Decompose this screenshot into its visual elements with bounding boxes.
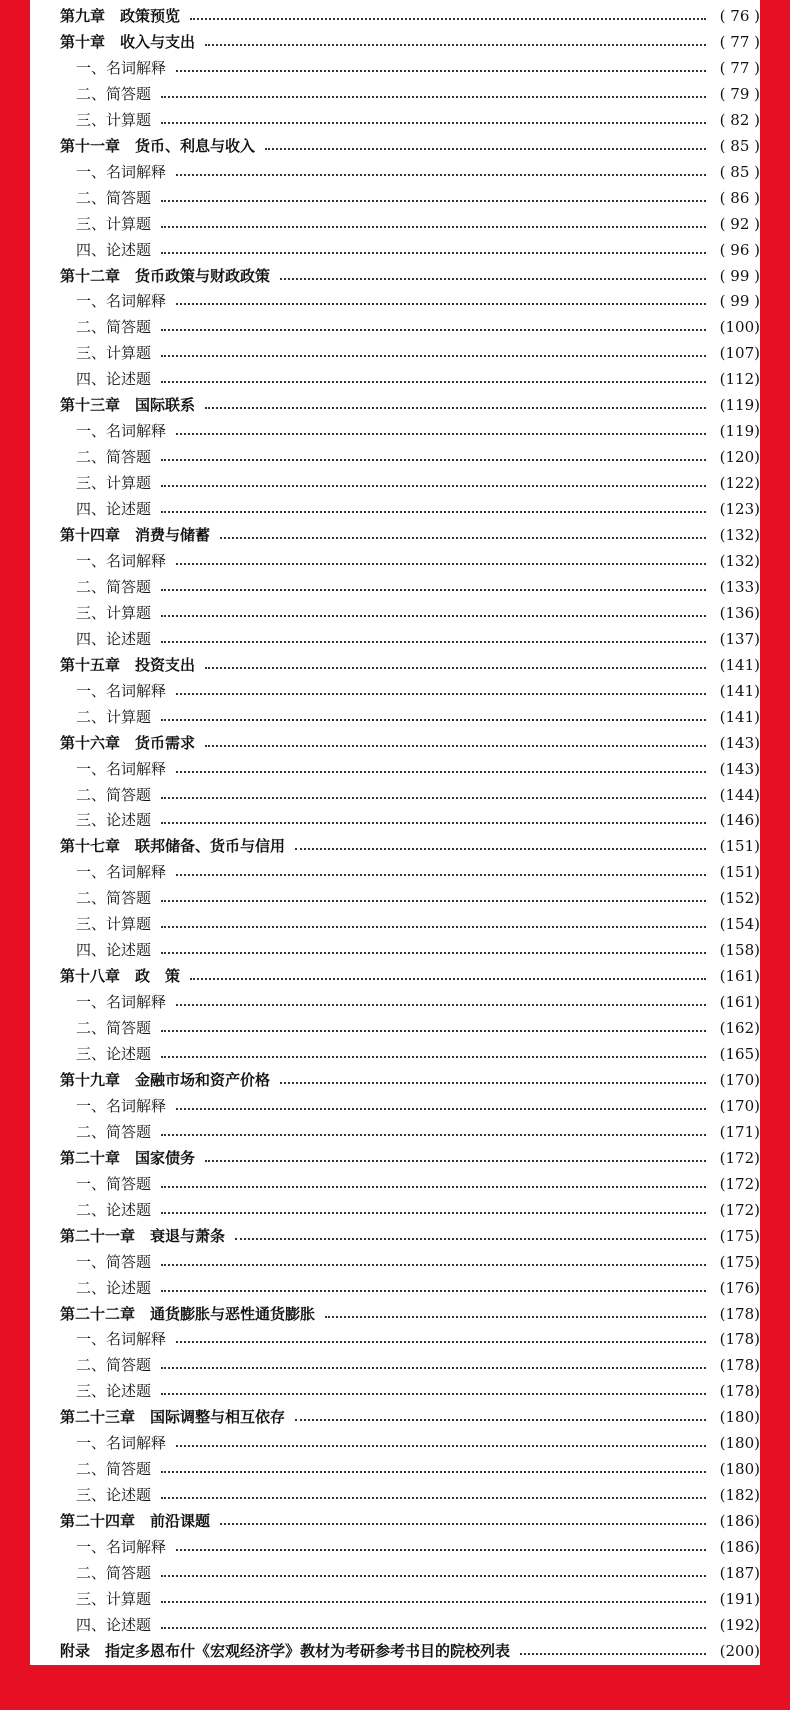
toc-chapter-row	[60, 728, 760, 752]
dot-leader	[161, 1393, 706, 1395]
toc-chapter-row	[60, 831, 760, 855]
page-number: (141)	[719, 707, 760, 726]
page-number: (143)	[719, 759, 760, 778]
section-title: 一、名词解释	[76, 551, 167, 570]
toc-section-row	[60, 1013, 760, 1037]
chapter-title: 第十七章 联邦储备、货币与信用	[60, 837, 286, 856]
section-title: 四、论述题	[76, 240, 152, 259]
toc-chapter-row	[60, 131, 760, 155]
dot-leader	[161, 1134, 706, 1136]
page-number: (132)	[719, 551, 760, 570]
page-number: ( 79 )	[719, 84, 760, 103]
section-title: 二、简答题	[76, 448, 152, 467]
section-title: 三、计算题	[76, 603, 152, 622]
page-number: (136)	[719, 603, 760, 622]
toc-section-row	[60, 1428, 760, 1452]
chapter-title: 第九章 政策预览	[60, 7, 181, 25]
dot-leader	[176, 693, 706, 695]
toc-section-row	[60, 598, 760, 622]
toc-section-row	[60, 364, 760, 388]
toc-chapter-row	[60, 520, 760, 544]
dot-leader	[280, 278, 706, 280]
dot-leader	[161, 1212, 706, 1214]
page-number: (191)	[719, 1589, 760, 1608]
toc-section-row	[60, 1610, 760, 1634]
chapter-title: 第二十二章 通货膨胀与恶性通货膨胀	[60, 1304, 316, 1323]
toc-section-row	[60, 494, 760, 518]
toc-section-row	[60, 209, 760, 233]
toc-section-row	[60, 1532, 760, 1556]
page-number: ( 99 )	[719, 266, 760, 285]
section-title: 一、简答题	[76, 1174, 152, 1193]
section-title: 二、简答题	[76, 889, 152, 908]
page-number: (132)	[719, 526, 760, 544]
chapter-title: 第二十四章 前沿课题	[60, 1512, 211, 1531]
dot-leader	[176, 563, 706, 565]
dot-leader	[161, 1471, 706, 1473]
section-title: 四、论述题	[76, 629, 152, 648]
page-number: (143)	[719, 733, 760, 752]
dot-leader	[190, 18, 706, 20]
page-number: (151)	[719, 837, 760, 856]
chapter-title: 第十章 收入与支出	[60, 32, 196, 51]
section-title: 三、论述题	[76, 811, 152, 830]
chapter-title: 第十九章 金融市场和资产价格	[60, 1070, 271, 1089]
section-title: 一、名词解释	[76, 58, 167, 77]
section-title: 二、简答题	[76, 1564, 152, 1582]
page-number: (186)	[719, 1512, 760, 1531]
page-number: (100)	[719, 318, 760, 337]
dot-leader	[161, 459, 706, 461]
chapter-title: 第二十三章 国际调整与相互依存	[60, 1408, 286, 1427]
toc-chapter-row	[60, 1402, 760, 1426]
page-number: (186)	[719, 1538, 760, 1557]
toc-section-row	[60, 1039, 760, 1063]
toc-chapter-row	[60, 261, 760, 285]
toc-section-row	[60, 1376, 760, 1400]
toc-chapter-row	[60, 1636, 760, 1660]
dot-leader	[161, 381, 706, 383]
chapter-title: 第十三章 国际联系	[60, 396, 196, 415]
dot-leader	[161, 1030, 706, 1032]
page-number: (171)	[719, 1122, 760, 1141]
dot-leader	[176, 1004, 706, 1006]
section-title: 三、论述题	[76, 1382, 152, 1401]
section-title: 一、简答题	[76, 1252, 152, 1271]
toc-section-row	[60, 442, 760, 466]
section-title: 一、名词解释	[76, 1538, 167, 1557]
dot-leader	[161, 719, 706, 721]
section-title: 四、论述题	[76, 370, 152, 389]
page-number: (161)	[719, 993, 760, 1012]
section-title: 二、论述题	[76, 1200, 152, 1219]
page-number: (178)	[719, 1382, 760, 1401]
chapter-title: 第十四章 消费与储蓄	[60, 526, 211, 544]
dot-leader	[161, 589, 706, 591]
chapter-title: 第十八章 政 策	[60, 967, 181, 986]
dot-leader	[161, 252, 706, 254]
toc-section-row	[60, 1584, 760, 1608]
page-number: (112)	[719, 370, 760, 389]
page-number: (200)	[719, 1641, 760, 1660]
toc-chapter-row	[60, 1065, 760, 1089]
page-number: (137)	[719, 629, 760, 648]
toc-section-row	[60, 805, 760, 829]
page-number: (162)	[719, 1019, 760, 1038]
dot-leader	[161, 1575, 706, 1577]
chapter-title: 第十二章 货币政策与财政政策	[60, 266, 271, 285]
section-title: 一、名词解释	[76, 1330, 167, 1349]
chapter-title: 附录 指定多恩布什《宏观经济学》教材为考研参考书目的院校列表	[60, 1641, 511, 1660]
dot-leader	[190, 978, 706, 980]
toc-section-row	[60, 857, 760, 881]
toc-section-row	[60, 883, 760, 907]
toc-section-row	[60, 105, 760, 129]
toc-chapter-row	[60, 1143, 760, 1167]
dot-leader	[161, 96, 706, 98]
toc-section-row	[60, 1350, 760, 1374]
toc-section-row	[60, 183, 760, 207]
page-number: (161)	[719, 967, 760, 986]
chapter-title: 第二十一章 衰退与萧条	[60, 1226, 226, 1245]
page-number: (158)	[719, 941, 760, 960]
dot-leader	[161, 926, 706, 928]
page-number: (187)	[719, 1564, 760, 1582]
dot-leader	[161, 122, 706, 124]
dot-leader	[161, 511, 706, 513]
dot-leader	[161, 1264, 706, 1266]
section-title: 三、计算题	[76, 474, 152, 493]
page-number: (175)	[719, 1226, 760, 1245]
section-title: 三、论述题	[76, 1045, 152, 1063]
section-title: 一、名词解释	[76, 292, 167, 311]
toc-page-sheet	[30, 0, 760, 1665]
page-number: (180)	[719, 1460, 760, 1479]
section-title: 一、名词解释	[76, 1434, 167, 1453]
section-title: 二、论述题	[76, 1278, 152, 1297]
dot-leader	[161, 822, 706, 824]
dot-leader	[161, 485, 706, 487]
dot-leader	[280, 1082, 706, 1084]
dot-leader	[205, 44, 706, 46]
section-title: 三、计算题	[76, 110, 152, 129]
section-title: 一、名词解释	[76, 162, 167, 181]
dot-leader	[161, 1627, 706, 1629]
toc-chapter-row	[60, 390, 760, 414]
page-number: (107)	[719, 344, 760, 363]
dot-leader	[220, 1523, 706, 1525]
dot-leader	[325, 1316, 706, 1318]
dot-leader	[205, 667, 706, 669]
page-number: (119)	[719, 396, 760, 415]
page-number: (170)	[719, 1070, 760, 1089]
dot-leader	[161, 952, 706, 954]
page-number: (172)	[719, 1148, 760, 1167]
toc-section-row	[60, 286, 760, 310]
dot-leader	[161, 900, 706, 902]
toc-section-row	[60, 1117, 760, 1141]
chapter-title: 第十一章 货币、利息与收入	[60, 136, 256, 155]
dot-leader	[161, 1497, 706, 1499]
page-number: ( 96 )	[719, 240, 760, 259]
section-title: 一、名词解释	[76, 759, 167, 778]
toc-section-row	[60, 1247, 760, 1271]
section-title: 二、简答题	[76, 188, 152, 207]
page-number: (180)	[719, 1434, 760, 1453]
dot-leader	[205, 407, 706, 409]
toc-section-row	[60, 1480, 760, 1504]
toc-chapter-row	[60, 1506, 760, 1530]
toc-section-row	[60, 780, 760, 804]
page-number: (152)	[719, 889, 760, 908]
page-number: ( 76 )	[719, 7, 760, 25]
dot-leader	[265, 148, 706, 150]
dot-leader	[161, 355, 706, 357]
toc-chapter-row	[60, 961, 760, 985]
section-title: 一、名词解释	[76, 993, 167, 1012]
section-title: 一、名词解释	[76, 863, 167, 882]
section-title: 二、简答题	[76, 577, 152, 596]
dot-leader	[161, 329, 706, 331]
toc-section-row	[60, 1169, 760, 1193]
dot-leader	[176, 1108, 706, 1110]
section-title: 三、计算题	[76, 915, 152, 934]
dot-leader	[235, 1238, 706, 1240]
toc-section-row	[60, 416, 760, 440]
toc-section-row	[60, 1454, 760, 1478]
page-number: (141)	[719, 655, 760, 674]
page-number: (176)	[719, 1278, 760, 1297]
page-number: (172)	[719, 1174, 760, 1193]
toc-section-row	[60, 702, 760, 726]
page-number: ( 92 )	[719, 214, 760, 233]
page-number: (120)	[719, 448, 760, 467]
toc-chapter-row	[60, 27, 760, 51]
toc-section-row	[60, 468, 760, 492]
section-title: 二、简答题	[76, 84, 152, 103]
page-number: (151)	[719, 863, 760, 882]
section-title: 四、论述题	[76, 941, 152, 960]
page-number: (119)	[719, 422, 760, 441]
toc-chapter-row	[60, 650, 760, 674]
toc-section-row	[60, 1558, 760, 1582]
page-number: (141)	[719, 681, 760, 700]
page-number: (172)	[719, 1200, 760, 1219]
dot-leader	[161, 1367, 706, 1369]
toc-section-row	[60, 312, 760, 336]
section-title: 四、论述题	[76, 500, 152, 519]
toc-section-row	[60, 53, 760, 77]
toc-chapter-row	[60, 1221, 760, 1245]
dot-leader	[161, 1290, 706, 1292]
section-title: 二、简答题	[76, 1122, 152, 1141]
toc-section-row	[60, 909, 760, 933]
page-number: (144)	[719, 785, 760, 804]
dot-leader	[176, 771, 706, 773]
dot-leader	[161, 615, 706, 617]
dot-leader	[161, 200, 706, 202]
dot-leader	[295, 1419, 706, 1421]
section-title: 二、简答题	[76, 1460, 152, 1479]
page-number: (178)	[719, 1330, 760, 1349]
page-number: ( 86 )	[719, 188, 760, 207]
section-title: 三、论述题	[76, 1486, 152, 1505]
dot-leader	[161, 1056, 706, 1058]
toc-section-row	[60, 1091, 760, 1115]
toc-section-row	[60, 546, 760, 570]
page-number: (178)	[719, 1304, 760, 1323]
toc-section-row	[60, 987, 760, 1011]
toc-section-row	[60, 157, 760, 181]
toc-section-row	[60, 572, 760, 596]
page-number: (175)	[719, 1252, 760, 1271]
section-title: 二、计算题	[76, 707, 152, 726]
section-title: 二、简答题	[76, 318, 152, 337]
toc-section-row	[60, 79, 760, 103]
chapter-title: 第十六章 货币需求	[60, 733, 196, 752]
dot-leader	[161, 1601, 706, 1603]
dot-leader	[176, 1341, 706, 1343]
dot-leader	[295, 848, 706, 850]
section-title: 一、名词解释	[76, 681, 167, 700]
page-number: ( 99 )	[719, 292, 760, 311]
page-number: (180)	[719, 1408, 760, 1427]
page-number: (154)	[719, 915, 760, 934]
toc-section-row	[60, 676, 760, 700]
toc-section-row	[60, 338, 760, 362]
toc-section-row	[60, 935, 760, 959]
section-title: 三、计算题	[76, 214, 152, 233]
toc-section-row	[60, 1273, 760, 1297]
dot-leader	[176, 174, 706, 176]
page-number: (182)	[719, 1486, 760, 1505]
page-number: (122)	[719, 474, 760, 493]
dot-leader	[176, 70, 706, 72]
dot-leader	[161, 226, 706, 228]
page-number: (133)	[719, 577, 760, 596]
dot-leader	[176, 303, 706, 305]
section-title: 二、简答题	[76, 1356, 152, 1375]
dot-leader	[176, 874, 706, 876]
dot-leader	[176, 433, 706, 435]
toc-section-row	[60, 624, 760, 648]
dot-leader	[161, 641, 706, 643]
page-number: (123)	[719, 500, 760, 519]
section-title: 四、论述题	[76, 1615, 152, 1634]
chapter-title: 第十五章 投资支出	[60, 655, 196, 674]
page-number: ( 77 )	[719, 58, 760, 77]
dot-leader	[176, 1549, 706, 1551]
dot-leader	[220, 537, 706, 539]
dot-leader	[205, 745, 706, 747]
page-number: ( 85 )	[719, 162, 760, 181]
section-title: 二、简答题	[76, 1019, 152, 1038]
page-number: ( 85 )	[719, 136, 760, 155]
toc-section-row	[60, 754, 760, 778]
page-number: (146)	[719, 811, 760, 830]
page-number: (165)	[719, 1045, 760, 1063]
page-number: ( 82 )	[719, 110, 760, 129]
section-title: 一、名词解释	[76, 1096, 167, 1115]
toc-chapter-row	[60, 1299, 760, 1323]
section-title: 三、计算题	[76, 344, 152, 363]
dot-leader	[161, 797, 706, 799]
toc-section-row	[60, 1195, 760, 1219]
toc-section-row	[60, 1324, 760, 1348]
section-title: 三、计算题	[76, 1589, 152, 1608]
dot-leader	[176, 1445, 706, 1447]
dot-leader	[205, 1160, 706, 1162]
page-number: (192)	[719, 1615, 760, 1634]
page-number: (170)	[719, 1096, 760, 1115]
dot-leader	[161, 1186, 706, 1188]
page-number: ( 77 )	[719, 32, 760, 51]
section-title: 二、简答题	[76, 785, 152, 804]
section-title: 一、名词解释	[76, 422, 167, 441]
toc-section-row	[60, 235, 760, 259]
dot-leader	[520, 1653, 706, 1655]
chapter-title: 第二十章 国家债务	[60, 1148, 196, 1167]
page-number: (178)	[719, 1356, 760, 1375]
toc-chapter-row	[60, 1, 760, 25]
